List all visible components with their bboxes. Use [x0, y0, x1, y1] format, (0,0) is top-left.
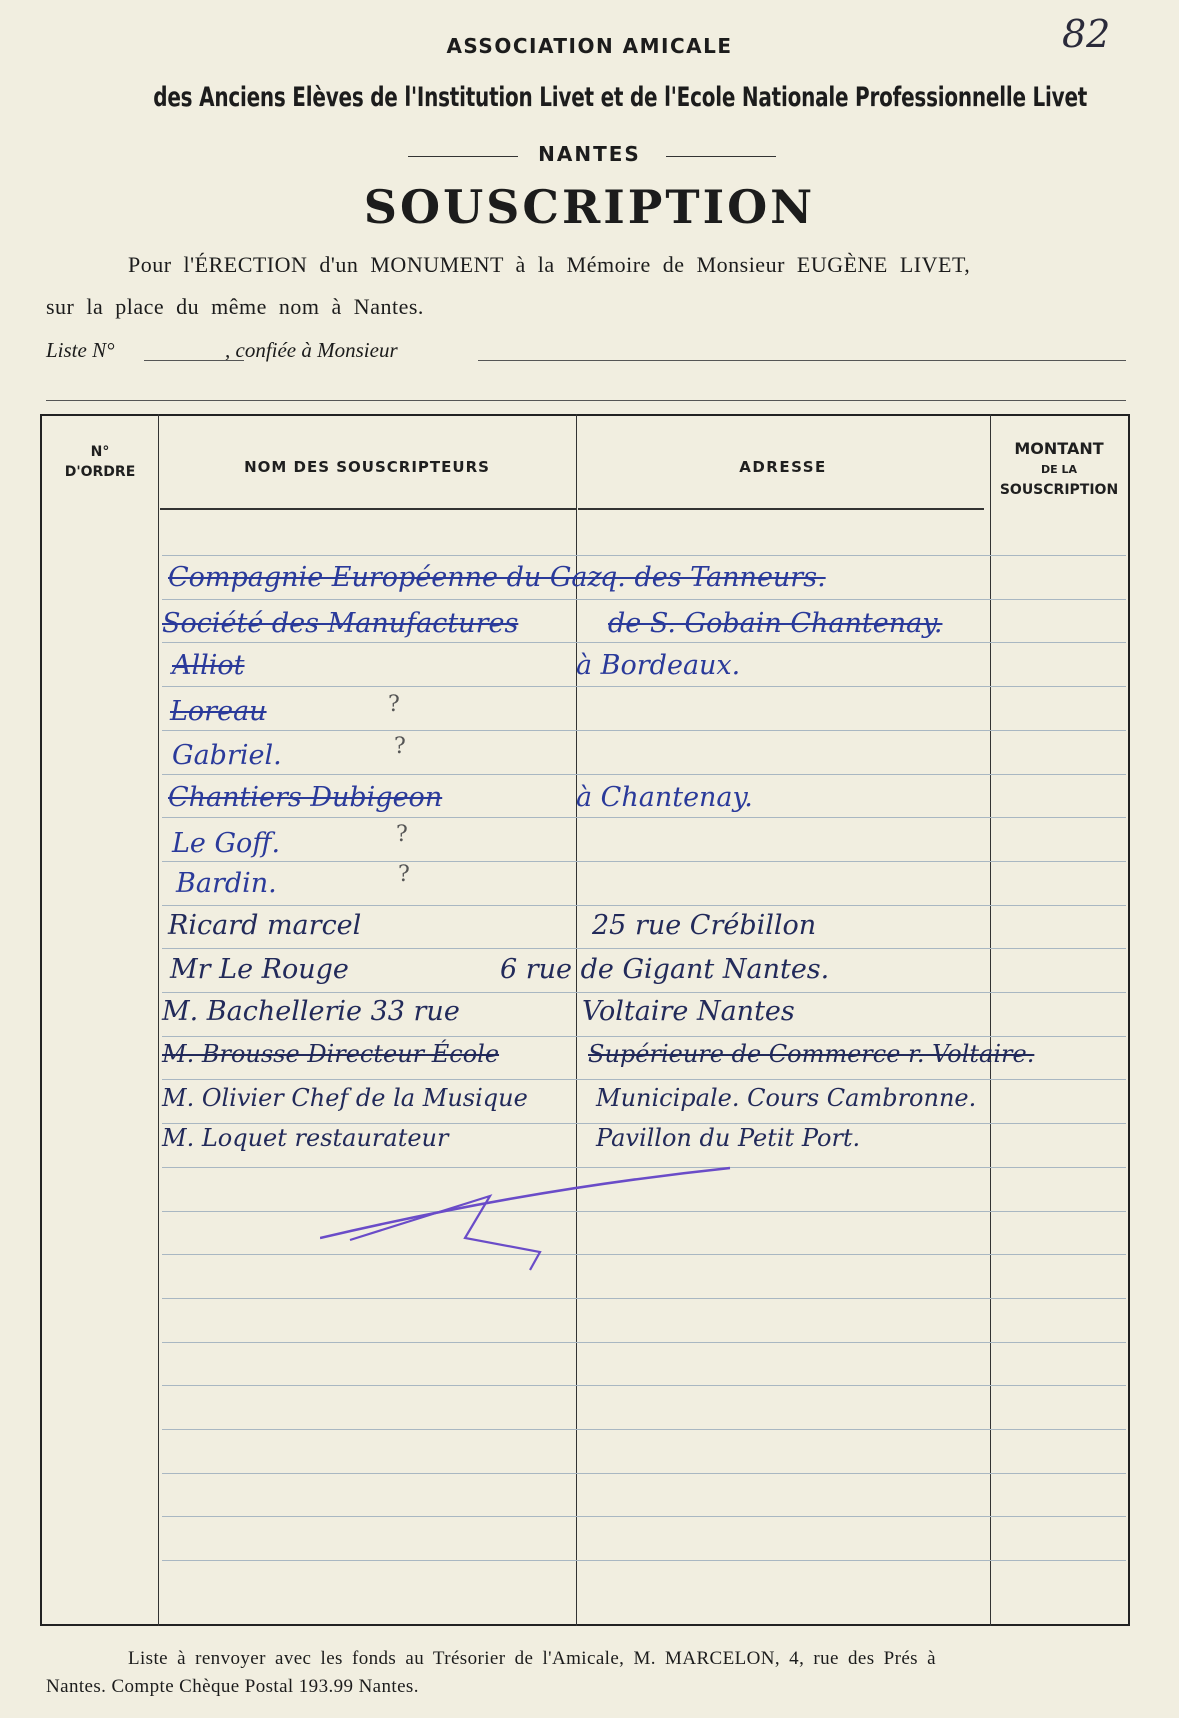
entry-11-address: Voltaire Nantes: [582, 996, 795, 1027]
entry-10-address: 6 rue de Gigant Nantes.: [500, 954, 830, 985]
col-divider-2: [576, 414, 577, 1626]
ruled-line: [162, 1079, 1126, 1080]
header-rule-address: [578, 508, 984, 510]
entry-2-address: de S. Gobain Chantenay.: [608, 608, 943, 639]
closing-flourish-signature: [320, 1160, 740, 1280]
page-title: SOUSCRIPTION: [363, 180, 816, 234]
entry-14-address: Pavillon du Petit Port.: [596, 1124, 861, 1152]
amount-label-1: MONTANT: [1014, 439, 1104, 458]
amount-label-3: SOUSCRIPTION: [999, 482, 1119, 498]
ruled-line: [162, 1385, 1126, 1386]
order-label-ordre: D'ORDRE: [64, 464, 136, 480]
page-number: 82: [1062, 12, 1111, 56]
ruled-line: [162, 599, 1126, 600]
association-full-name: des Anciens Elèves de l'Institution Livet et de l'Ecole Nationale Professionnelle Livet: [153, 82, 1088, 113]
ruled-line: [162, 1516, 1126, 1517]
entry-1-name: Compagnie Européenne du Gaz: [168, 562, 602, 593]
entry-4-name: Loreau: [170, 696, 267, 727]
list-number-underline: [144, 360, 244, 361]
amount-label-2: DE LA: [1041, 463, 1077, 476]
ruled-line: [162, 905, 1126, 906]
city-heading: NANTES: [538, 142, 641, 166]
association-heading: ASSOCIATION AMICALE: [446, 34, 733, 58]
col-divider-1: [158, 414, 159, 1626]
entry-3-address: à Bordeaux.: [576, 650, 741, 681]
city-rule-right: [666, 156, 776, 157]
column-header-amount: [992, 438, 1126, 501]
ruled-line: [162, 1560, 1126, 1561]
entry-6-address: à Chantenay.: [576, 782, 753, 813]
ruled-line: [162, 948, 1126, 949]
footer-line-1: Liste à renvoyer avec les fonds au Trésorier de l'Amicale, M. MARCELON, 4, rue des Prés à: [128, 1648, 936, 1669]
entry-10-name: Mr Le Rouge: [170, 954, 349, 985]
entry-12-address: Supérieure de Commerce r. Voltaire.: [588, 1040, 1035, 1068]
entry-9-address: 25 rue Crébillon: [592, 910, 817, 941]
ruled-line: [162, 1473, 1126, 1474]
header-rule-name: [160, 508, 576, 510]
column-header-address: ADRESSE: [739, 458, 827, 476]
entry-7-name: Le Goff.: [172, 828, 281, 859]
ruled-line: [162, 774, 1126, 775]
entry-13-name: M. Olivier Chef de la Musique: [162, 1084, 528, 1112]
entry-8-mark: ?: [398, 862, 410, 887]
ruled-line: [162, 992, 1126, 993]
confided-label: , confiée à Monsieur: [225, 338, 398, 362]
order-label-no: N°: [90, 444, 110, 460]
ruled-line: [162, 1298, 1126, 1299]
list-label: Liste N°: [46, 338, 115, 362]
entry-6-name: Chantiers Dubigeon: [168, 782, 443, 813]
ruled-line: [162, 642, 1126, 643]
second-underline: [46, 400, 1126, 401]
ruled-line: [162, 1036, 1126, 1037]
entry-8-name: Bardin.: [176, 868, 277, 899]
entry-2-name: Société des Manufactures: [162, 608, 519, 639]
entry-5-mark: ?: [394, 734, 406, 759]
entry-11-name: M. Bachellerie 33 rue: [162, 996, 460, 1027]
entry-12-name: M. Brousse Directeur École: [162, 1040, 500, 1068]
entry-5-name: Gabriel.: [172, 740, 282, 771]
column-header-name: NOM DES SOUSCRIPTEURS: [244, 458, 490, 476]
entry-9-name: Ricard marcel: [168, 910, 362, 941]
entry-4-mark: ?: [388, 692, 400, 717]
column-header-order: [44, 442, 156, 482]
ruled-line: [162, 730, 1126, 731]
ruled-line: [162, 861, 1126, 862]
subtitle-line-2: sur la place du même nom à Nantes.: [46, 294, 424, 319]
entry-3-name: Alliot: [172, 650, 245, 681]
col-divider-3: [990, 414, 991, 1626]
entry-1-address: q. des Tanneurs.: [600, 562, 826, 593]
ruled-line: [162, 1429, 1126, 1430]
ruled-line: [162, 1342, 1126, 1343]
entry-13-address: Municipale. Cours Cambronne.: [596, 1084, 977, 1112]
footer-line-2: Nantes. Compte Chèque Postal 193.99 Nantes.: [46, 1676, 419, 1697]
confided-underline: [478, 360, 1126, 361]
entry-7-mark: ?: [396, 822, 408, 847]
ruled-line: [162, 555, 1126, 556]
entry-14-name: M. Loquet restaurateur: [162, 1124, 449, 1152]
subtitle-line-1: Pour l'ÉRECTION d'un MONUMENT à la Mémoire de Monsieur EUGÈNE LIVET,: [128, 252, 971, 277]
ruled-line: [162, 686, 1126, 687]
ruled-line: [162, 817, 1126, 818]
